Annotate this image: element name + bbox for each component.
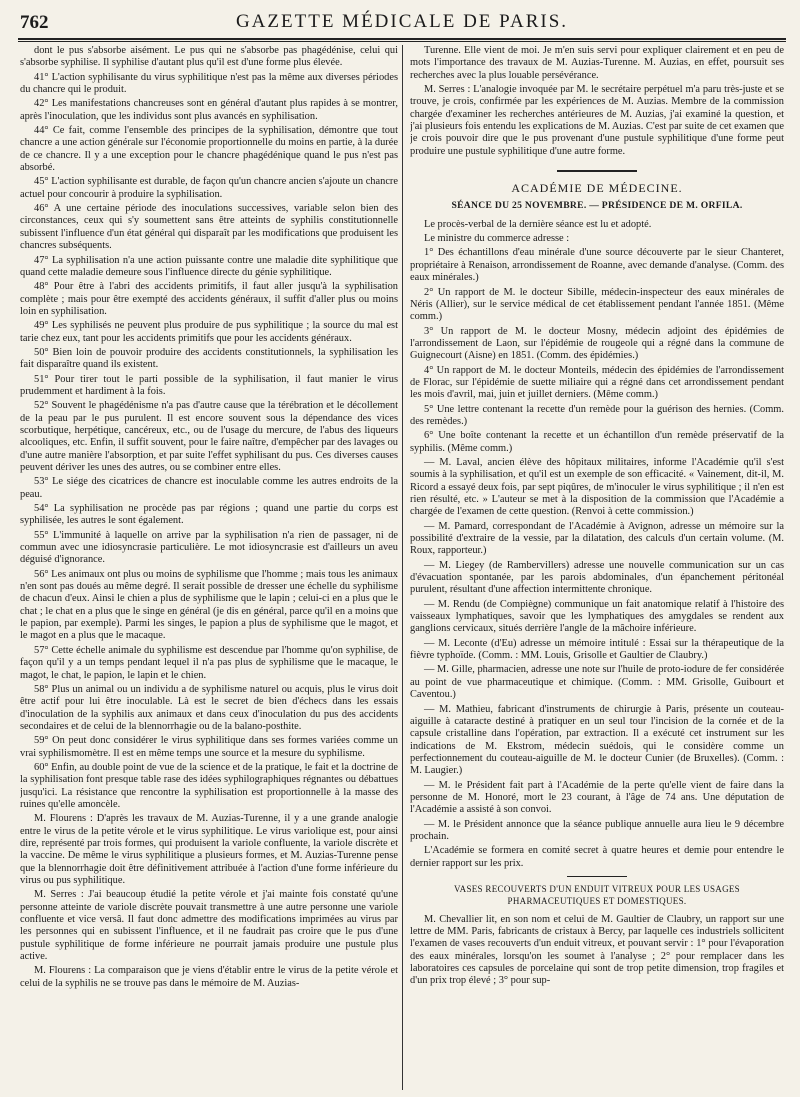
paragraph: M. Flourens : La comparaison que je viens d'établir entre le virus de la petite vérole et celui de la syphilis ne se trouve pas dans le mémoire de M. Auzias- — [20, 965, 398, 989]
paragraph: 41° L'action syphilisante du virus syphilitique n'est pas la même aux diverses périodes du chancre qui le produit. — [20, 71, 398, 96]
paragraph: — M. Gille, pharmacien, adresse une note sur l'huile de proto-iodure de fer considérée au point de vue pharmaceutique et chimique. (Comm. : MM. Grisolle, Guibourt et Caventou.) — [410, 664, 784, 701]
academy-heading: ACADÉMIE DE MÉDECINE. — [511, 181, 683, 196]
section-separator — [557, 170, 637, 172]
paragraph: 60° Enfin, au double point de vue de la science et de la pratique, le fait et la doctrine de la syphilisation font presque table rase des idées syphilographiques régnantes ou débattues jusqu'ici. La résistance que rencontre la syphilisation est proportionnelle à la masse des ruines qu'elle amoncèle. — [20, 761, 398, 810]
header-rule — [18, 38, 786, 40]
paragraph: M. Serres : J'ai beaucoup étudié la petite vérole et j'ai mainte fois constaté qu'une personne atteinte de variole discrète pouvait transmettre à une autre personne une variole confluente et vice versâ. Il faut donc admettre des modifications imprimées au virus par les personnes qui en subissent l'influence, et il ne faudrait pas croire que le pus d'une pustule syphilitique de forme inférieure ne pourrait jamais produire une pustule plus active. — [20, 889, 398, 963]
paragraph: 56° Les animaux ont plus ou moins de syphilisme que l'homme ; mais tous les animaux n'en sont pas doués au même degré. Il serait possible de dresser une échelle du syphilisme de chacun d'eux. Ainsi le chien a plus de syphilisme que le lapin ; celui-ci en a plus que le chat ; le chat en a plus que le singe en général (je dis en général, parce qu'il en a moins que le papion, par exemple). Parmi les singes, le papion a plus de syphilisme que le magot, et le magot en a plus que le macaque. — [20, 568, 398, 642]
paragraph: dont le pus s'absorbe aisément. Le pus qui ne s'absorbe pas phagédénise, celui qui s'absorbe syphilise. Il syphilise d'autant plus qu'il est d'une forme plus élevée. — [20, 45, 398, 69]
journal-title: GAZETTE MÉDICALE DE PARIS. — [235, 11, 569, 32]
paragraph: 52° Souvent le phagédénisme n'a pas d'autre cause que la térébration et le décollement de la peau par le pus purulent. Il est encore souvent sous la dépendance des vices scorbutique, herpétique, cancéreux, etc., ou de l'usage du mercure, de l'abus des liqueurs alcooliques, etc. Enfin, il suffit souvent, pour le faire naître, d'empêcher par des lavages ou d'une autre manière l'absorption, et par suite l'effet syphilisant du pus. Ces diverses causes peuvent dériver les unes des autres, ou se combiner entre elles. — [20, 400, 398, 473]
paragraph: 49° Les syphilisés ne peuvent plus produire de pus syphilitique ; la source du mal est tarie chez eux, tant pour les accidents primitifs que pour les accidents généraux. — [20, 320, 398, 344]
session-line: SÉANCE DU 25 NOVEMBRE. — PRÉSIDENCE DE M. ORFILA. — [451, 200, 743, 212]
left-column — [20, 45, 398, 1090]
right-column-intro — [410, 45, 784, 158]
paragraph: — M. Liegey (de Rambervillers) adresse une nouvelle communication sur un cas d'évacuation spontanée, par les parois abdominales, d'un épanchement péritonéal purulent, résultant d'une affection intermittente chronique. — [410, 559, 784, 596]
paragraph: 44° Ce fait, comme l'ensemble des principes de la syphilisation, démontre que tout chancre a une action générale sur l'économie proportionnelle du moins en partie, à la durée de ce chancre. Il y a une exception pour le chancre phagédénique quand le pus n'est pas absorbé. — [20, 125, 398, 174]
paragraph: 1° Des échantillons d'eau minérale d'une source découverte par le sieur Chanteret, propriétaire à Renaison, arrondissement de Roanne, avec demande d'analyse. (Comm. des eaux minérales.) — [410, 247, 784, 284]
page-header — [18, 8, 786, 38]
paragraph: 45° L'action syphilisante est durable, de façon qu'un chancre ancien s'ajoute un chancre actuel pour concourir à produire la syphilisation. — [20, 176, 398, 200]
paragraph: 42° Les manifestations chancreuses sont en général d'autant plus rapides à se montrer, après l'inoculation, que les individus sont plus avancés en syphilisation. — [20, 98, 398, 122]
vases-heading: VASES RECOUVERTS D'UN ENDUIT VITREUX POUR LES USAGES PHARMACEUTIQUES ET DOMESTIQUES. — [454, 883, 740, 907]
page-number: 762 — [20, 12, 49, 33]
paragraph: 50° Bien loin de pouvoir produire des accidents constitutionnels, la syphilisation les fait disparaître quand ils existent. — [20, 346, 398, 371]
paragraph: 5° Une lettre contenant la recette d'un remède pour la guérison des hernies. (Comm. des remèdes.) — [410, 403, 784, 427]
paragraph: 3° Un rapport de M. le docteur Mosny, médecin adjoint des épidémies de l'arrondissement de Laon, sur l'épidémie de rougeole qui a régné dans la commune de Guignecourt (Aisne) en 1851. (Comm. des épidémies.) — [410, 325, 784, 362]
paragraph: — M. Leconte (d'Eu) adresse un mémoire intitulé : Essai sur la thérapeutique de la fièvre typhoïde. (Comm. : MM. Louis, Grisolle et Gaultier de Claubry.) — [410, 637, 784, 662]
paragraph: 53° Le siége des cicatrices de chancre est inoculable comme les autres endroits de la peau. — [20, 476, 398, 500]
paragraph: 57° Cette échelle animale du syphilisme est descendue par l'homme qu'on syphilise, de façon qu'il y a un temps pendant lequel il n'a pas plus de syphilisme que le macaque, le magot, le chat, le papion, le lapin et le chien. — [20, 644, 398, 681]
paragraph: 54° La syphilisation ne procède pas par régions ; quand une partie du corps est syphilisée, les autres le sont également. — [20, 503, 398, 527]
paragraph: 46° A une certaine période des inoculations successives, variable selon bien des circonstances, ceux qui s'y soumettent sans être atteints de syphilis constitutionnelle subissent l'influence d'un état général qui disparaît par les modifications que produisent les chancres subséquents. — [20, 203, 398, 252]
paragraph: 51° Pour tirer tout le parti possible de la syphilisation, il faut manier le virus prudemment et hardiment à la fois. — [20, 373, 398, 397]
vases-paragraph: M. Chevallier lit, en son nom et celui de M. Gaultier de Claubry, un rapport sur une lettre de MM. Paris, fabricants de cristaux à Bercy, par laquelle ces industriels sollicitent l'examen de vases recouverts d'un enduit vitreux, et pouvant servir : 1° pour l'évaporation des eaux minérales, lorsqu'on les soumet à l'analyse ; 2° pour remplacer dans les laboratoires ces capsules de porcelaine qui sont de trop petite dimension, trop fragiles et d'un prix trop élevé ; 3° pour sup- — [410, 913, 784, 987]
paragraph: M. Flourens : D'après les travaux de M. Auzias-Turenne, il y a une grande analogie entre le virus de la petite vérole et le virus syphilitique. Le virus variolique est, pour ainsi dire, représenté par trois formes, qui produisent la variole confluente, la variole discrète et la vaccine. De même le virus syphilitique a plusieurs formes, et M. Auzias-Turenne pense que la blennorrhagie doit être définitivement attribuée à l'action d'une forme inférieure du virus ou pus syphilitique. — [20, 813, 398, 886]
paragraph: 4° Un rapport de M. le docteur Monteils, médecin des épidémies de l'arrondissement de Florac, sur l'épidémie de suette miliaire qui a régné dans cet arrondissement pendant les mois d'avril, mai, juin et juillet derniers. (Même comm.) — [410, 364, 784, 401]
paragraph: 55° L'immunité à laquelle on arrive par la syphilisation n'a rien de passager, ni de commun avec une idiosyncrasie particulière. Le mot idiosyncrasie est d'ailleurs un aveu déguisé d'ignorance. — [20, 529, 398, 566]
column-divider — [402, 45, 403, 1090]
paragraph: 58° Plus un animal ou un individu a de syphilisme naturel ou acquis, plus le virus doit être actif pour lui être inoculable. Là est le secret de bien d'échecs dans les essais d'inoculation de la syphilis aux animaux et dans ceux d'inoculation du pus des accidents secondaires et de celui de la blennorrhagie ou de la balano-posthite. — [20, 683, 398, 732]
paragraph: Turenne. Elle vient de moi. Je m'en suis servi pour expliquer clairement et en peu de mots l'importance des travaux de M. Auzias-Turenne. M. Auzias, en effet, poursuit ses recherches avec la plus louable persévérance. — [410, 45, 784, 81]
paragraph: 6° Une boîte contenant la recette et un échantillon d'un remède préservatif de la syphilis. (Même comm.) — [410, 430, 784, 454]
paragraph: 47° La syphilisation n'a une action puissante contre une maladie dite syphilitique que quand cette maladie demeure sous l'influence directe du génie syphilitique. — [20, 254, 398, 278]
paragraph: — M. Pamard, correspondant de l'Académie à Avignon, adresse un mémoire sur la possibilité d'extraire de la vessie, par la dilatation, des calculs d'un certain volume. (M. Roux, rapporteur.) — [410, 520, 784, 557]
subsection-separator — [567, 876, 627, 877]
paragraph: — M. le Président annonce que la séance publique annuelle aura lieu le 9 décembre prochain. — [410, 818, 784, 842]
paragraph: Le ministre du commerce adresse : — [424, 233, 570, 245]
right-column — [410, 45, 784, 1090]
paragraph: L'Académie se formera en comité secret à quatre heures et demie pour entendre le dernier rapport sur les prix. — [410, 845, 784, 869]
paragraph: M. Serres : L'analogie invoquée par M. le secrétaire perpétuel m'a paru très-juste et se trouve, je crois, confirmée par les expériences de M. Auzias. Membre de la commission chargée d'examiner les recherches antérieures de M. Auzias, j'ai examiné la question, et j'ai plusieurs fois entendu les explications de M. Auzias. C'est par suite de cet examen que je crois pouvoir dire que le pus provenant d'une pustule syphilitique d'une forme peut produire une pustule syphilitique d'une autre forme. — [410, 84, 784, 157]
academy-proceedings — [410, 219, 784, 870]
header-rule-thin — [18, 41, 786, 42]
paragraph: — M. Laval, ancien élève des hôpitaux militaires, informe l'Académie qu'il s'est soumis à la syphilisation, et qu'il est un exemple de son efficacité. « Vainement, dit-il, M. Ricord a essayé deux fois, par sept piqûres, de m'inoculer le virus syphilitique ; il n'en est rien résulté, etc. » L'auteur se met à la disposition de la commission que l'Académie a chargée de l'examen de cette question. (Renvoi à cette commission.) — [410, 456, 784, 518]
paragraph: — M. le Président fait part à l'Académie de la perte qu'elle vient de faire dans la personne de M. Honoré, mort le 23 courant, à l'âge de 74 ans. Une députation de l'Académie a assisté à son convoi. — [410, 779, 784, 816]
paragraph: 48° Pour être à l'abri des accidents primitifs, il faut aller jusqu'à la syphilisation complète ; mais pour être exempté des accidents généraux, il suffit d'aller plus ou moins loin en syphilisation. — [20, 281, 398, 317]
paragraph: 2° Un rapport de M. le docteur Sibille, médecin-inspecteur des eaux minérales de Néris (Allier), sur le service médical de cet établissement pendant l'année 1851. (Même comm.) — [410, 286, 784, 323]
paragraph: 59° On peut donc considérer le virus syphilitique dans ses formes variées comme un vrai syphilismomètre. Il est en même temps une source et la mesure du syphilisme. — [20, 735, 398, 759]
paragraph: — M. Rendu (de Compiègne) communique un fait anatomique relatif à l'histoire des vaisseaux lymphatiques, savoir que les lymphatiques des amygdales se rendent aux ganglions cervicaux, situés derrière l'angle de la mâchoire inférieure. — [410, 598, 784, 635]
paragraph: Le procès-verbal de la dernière séance est lu et adopté. — [424, 218, 652, 230]
paragraph: — M. Mathieu, fabricant d'instruments de chirurgie à Paris, présente un couteau-aiguille à cataracte destiné à pratiquer en un seul tour l'incision de la cornée et de la capsule cristalline dans l'opération, par extraction. Il a exécuté cet instrument sur les indications de M. Ekstrom, médecin suédois, qui le considère comme un perfectionnement du couteau-aiguille de M. le docteur Cunier (de Bruxelles). (Comm. : M. Laugier.) — [410, 703, 784, 777]
